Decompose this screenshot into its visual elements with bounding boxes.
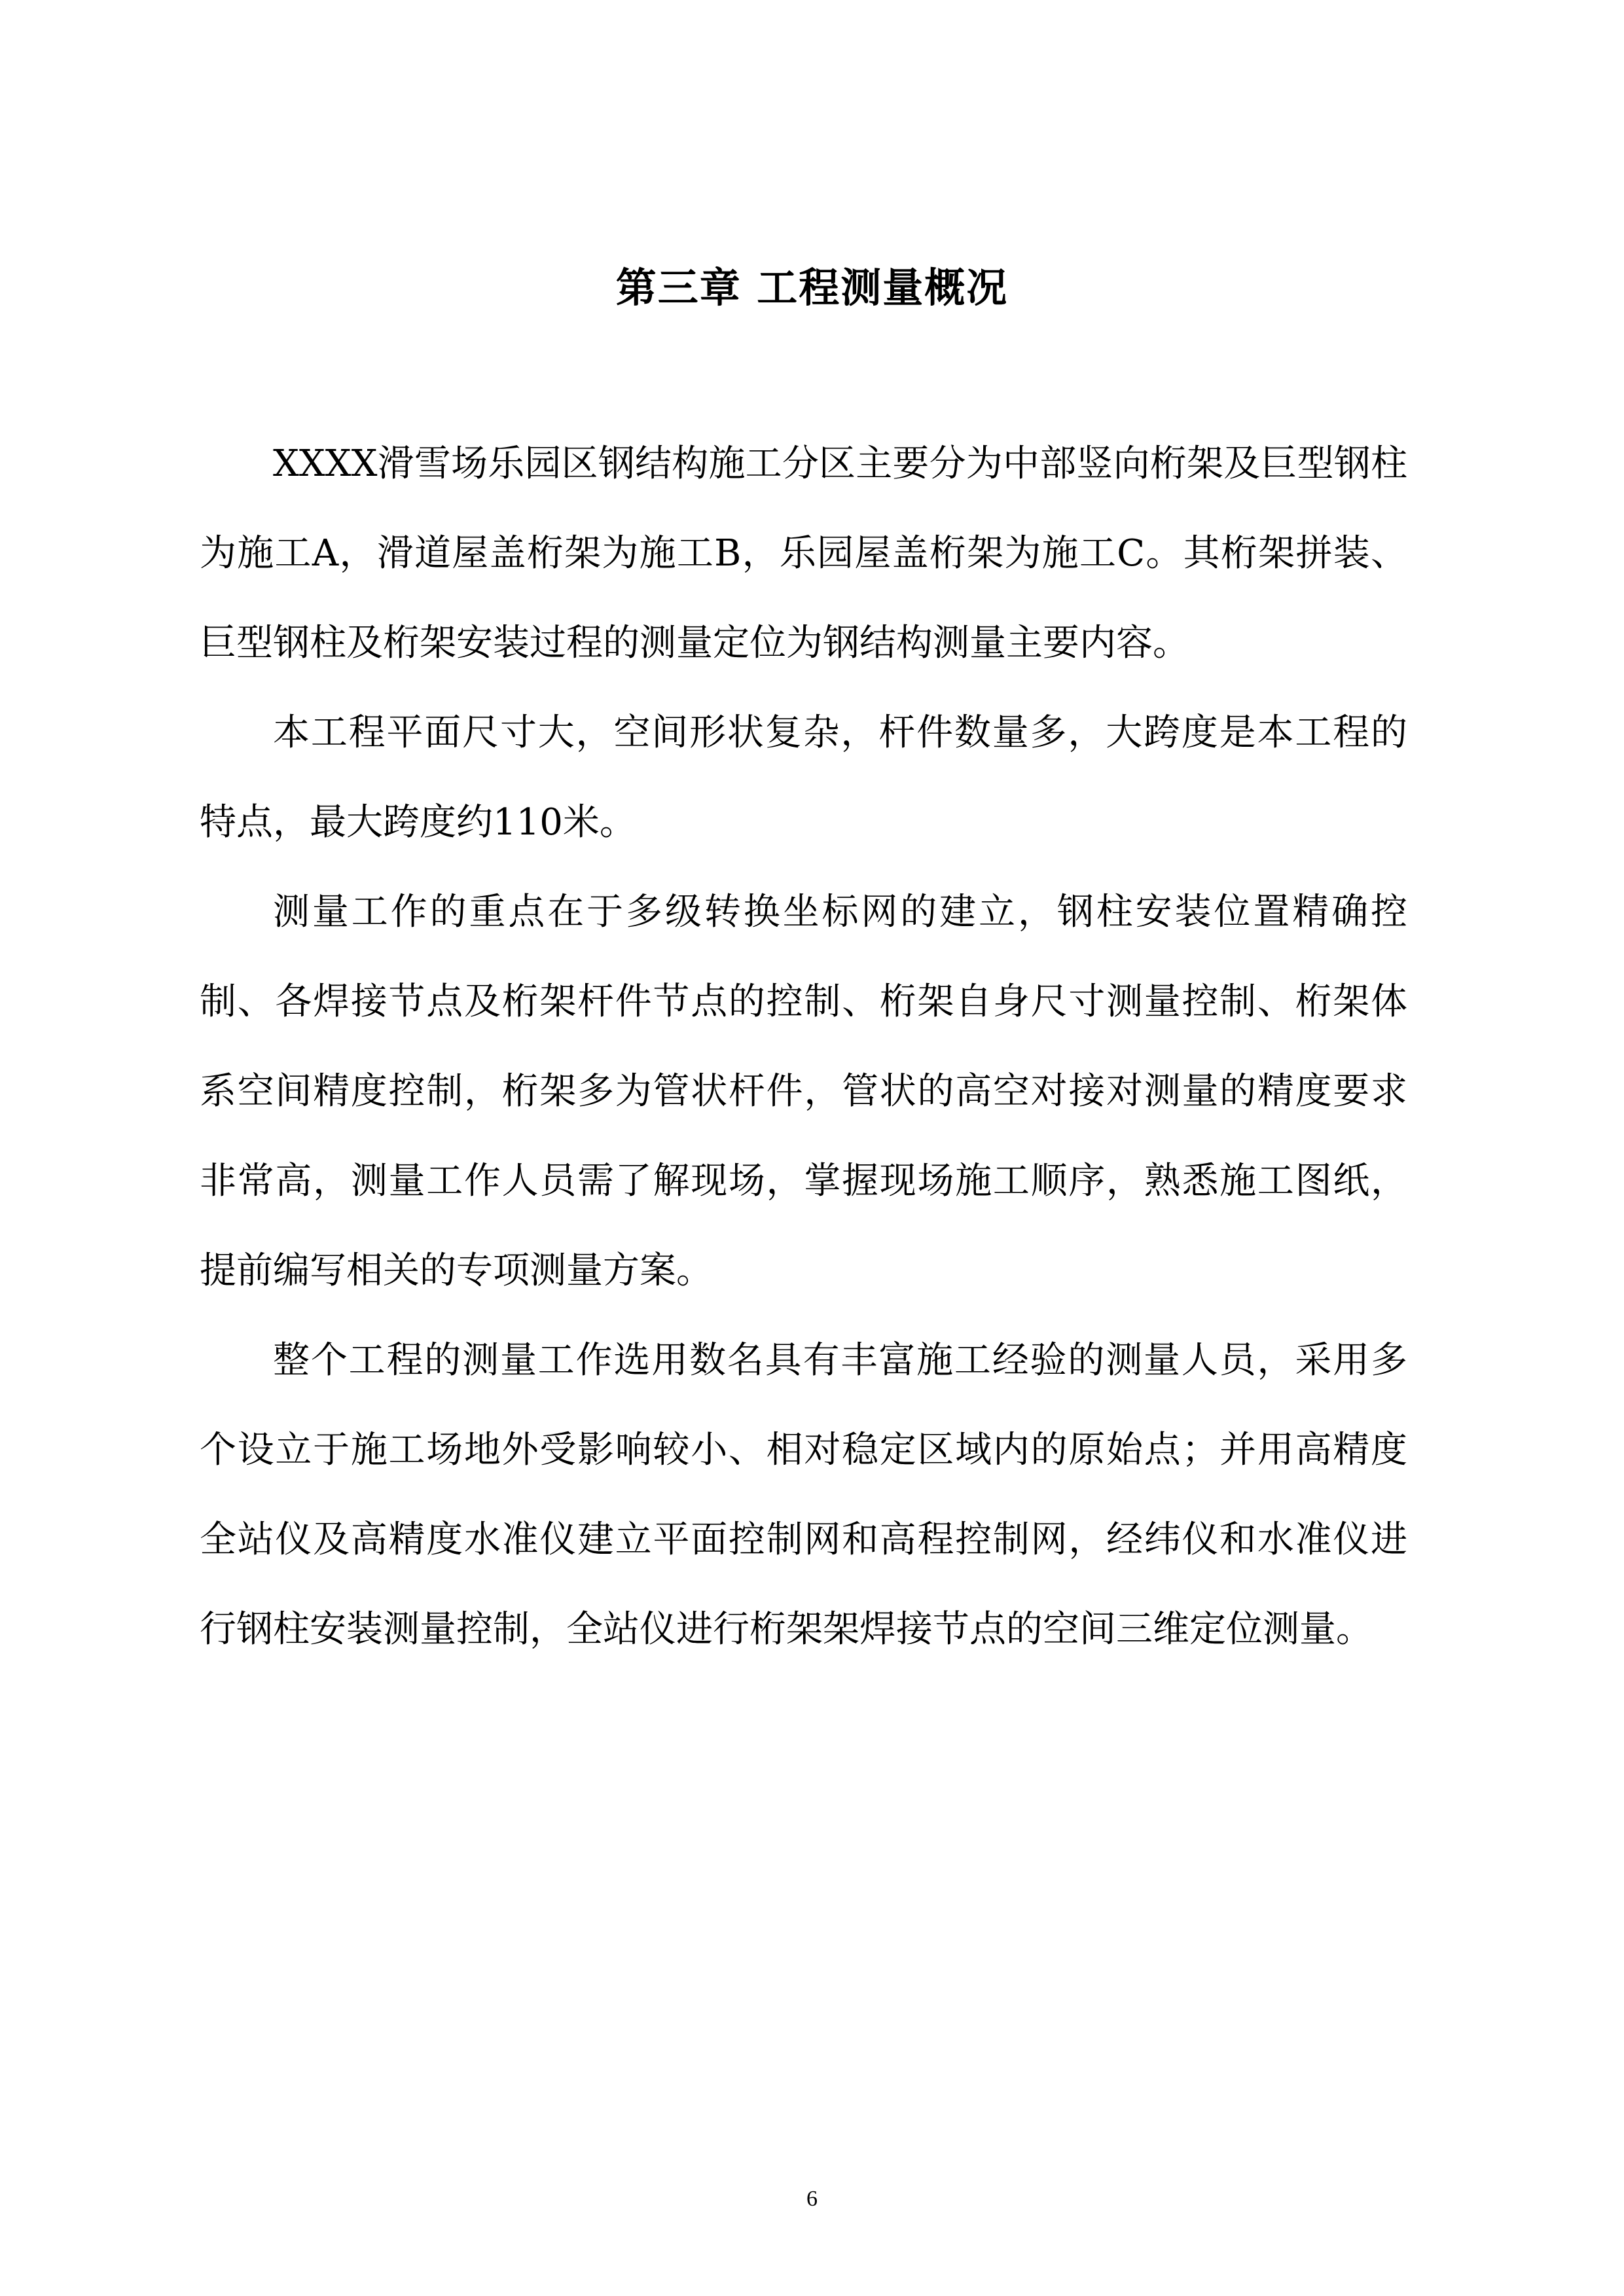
chapter-title: 第三章 工程测量概况 <box>615 264 1009 312</box>
page-number: 6 <box>806 2187 818 2211</box>
paragraph-survey-key-points: 测量工作的重点在于多级转换坐标网的建立，钢柱安装位置精确控制、各焊接节点及桁架杆件节点的控制、桁架自身尺寸测量控制、桁架体系空间精度控制，桁架多为管状杆件，管状的高空对接对测量的精度要求非常高，测量工作人员需了解现场，掌握现场施工顺序，熟悉施工图纸，提前编写相关的专项测量方案。 <box>200 891 1407 1292</box>
document-body <box>200 419 1407 1674</box>
paragraph-project-zones: XXXX滑雪场乐园区钢结构施工分区主要分为中部竖向桁架及巨型钢柱为施工A，滑道屋盖桁架为施工B，乐园屋盖桁架为施工C。其桁架拼装、巨型钢柱及桁架安装过程的测量定位为钢结构测量主要内容。 <box>200 442 1407 664</box>
paragraph-project-features: 本工程平面尺寸大，空间形状复杂，杆件数量多，大跨度是本工程的特点，最大跨度约110米。 <box>200 711 1407 844</box>
paragraph-survey-methods: 整个工程的测量工作选用数名具有丰富施工经验的测量人员，采用多个设立于施工场地外受影响较小、相对稳定区域内的原始点；并用高精度全站仪及高精度水准仪建立平面控制网和高程控制网，经纬仪和水准仪进行钢柱安装测量控制，全站仪进行桁架架焊接节点的空间三维定位测量。 <box>200 1339 1407 1651</box>
